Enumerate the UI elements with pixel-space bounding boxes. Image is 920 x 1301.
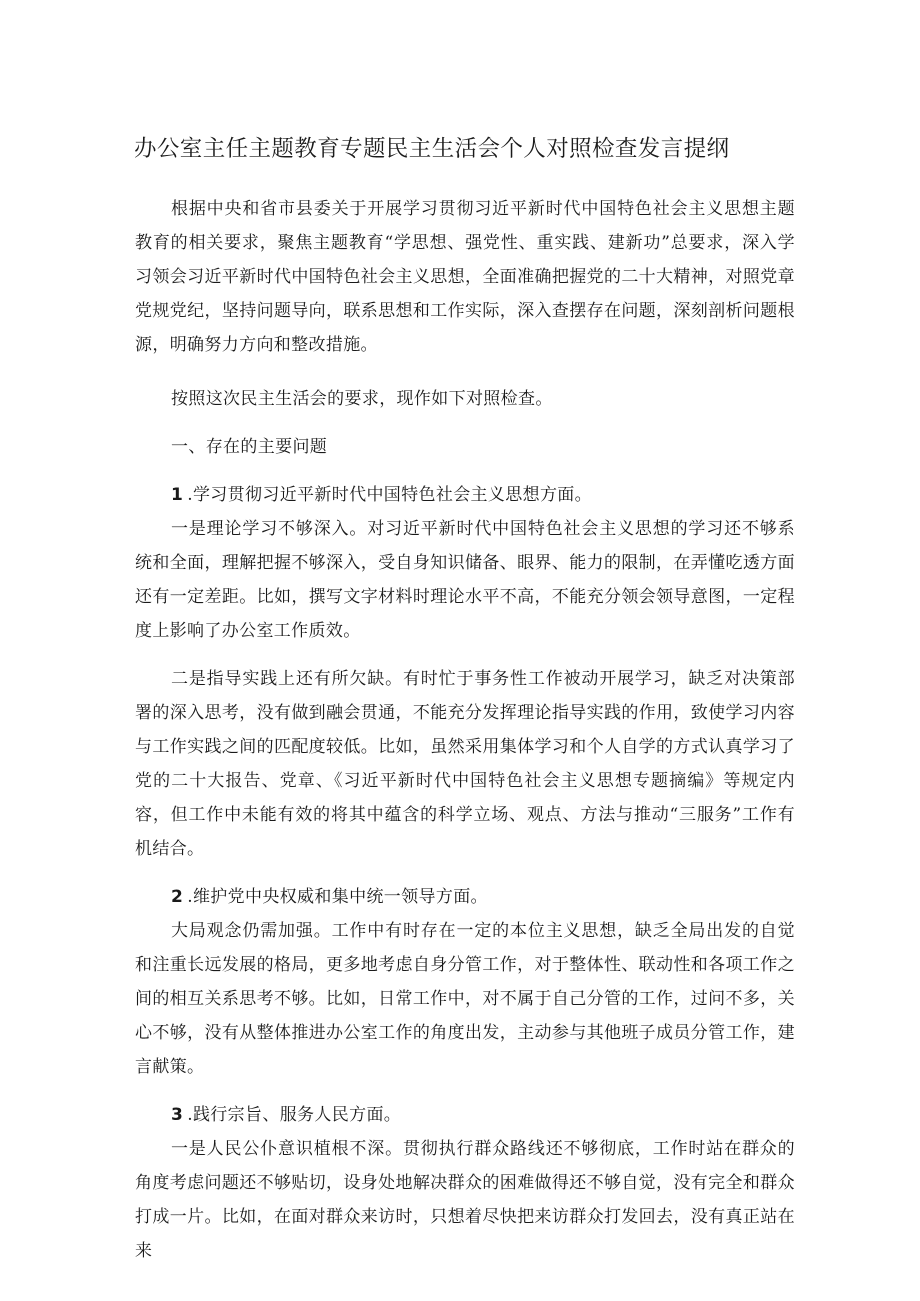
item2-paragraph-1: 大局观念仍需加强。工作中有时存在一定的本位主义思想，缺乏全局出发的自觉和注重长远发展的格局，更多地考虑自身分管工作，对于整体性、联动性和各项工作之间的相互关系思考不够。比如，日常工作中，对不属于自己分管的工作，过问不多，关心不够，没有从整体推进办公室工作的角度出发，主动参与其他班子成员分管工作，建言献策。 <box>135 921 795 1077</box>
item3-paragraph-1: 一是人民公仆意识植根不深。贯彻执行群众路线还不够彻底，工作时站在群众的角度考虑问题还不够贴切，设身处地解决群众的困难做得还不够自觉，没有完全和群众打成一片。比如，在面对群众来访时，只想着尽快把来访群众打发回去，没有真正站在来 <box>135 1139 795 1261</box>
item-number-1: 1 <box>171 485 184 505</box>
item-heading-1 <box>135 478 795 512</box>
item-heading-2 <box>135 880 795 914</box>
item-heading-3 <box>135 1098 795 1132</box>
intro-paragraph: 根据中央和省市县委关于开展学习贯彻习近平新时代中国特色社会主义思想主题教育的相关要求，聚焦主题教育“学思想、强党性、重实践、建新功”总要求，深入学习领会习近平新时代中国特色社会主义思想，全面准确把握党的二十大精神，对照党章党规党纪，坚持问题导向，联系思想和工作实际，深入查摆存在问题，深刻剖析问题根源，明确努力方向和整改措施。 <box>135 199 795 355</box>
document-title: 办公室主任主题教育专题民主生活会个人对照检查发言提纲 <box>134 136 730 162</box>
item-heading-text-1: .学习贯彻习近平新时代中国特色社会主义思想方面。 <box>187 485 592 505</box>
item-number-2: 2 <box>171 887 184 907</box>
section-heading: 一、存在的主要问题 <box>171 437 328 457</box>
item1-paragraph-2: 二是指导实践上还有所欠缺。有时忙于事务性工作被动开展学习，缺乏对决策部署的深入思考，没有做到融会贯通，不能充分发挥理论指导实践的作用，致使学习内容与工作实践之间的匹配度较低。比如，虽然采用集体学习和个人自学的方式认真学习了党的二十大报告、党章、《习近平新时代中国特色社会主义思想专题摘编》等规定内容，但工作中未能有效的将其中蕴含的科学立场、观点、方法与推动“三服务”工作有机结合。 <box>135 669 795 859</box>
lead-paragraph: 按照这次民主生活会的要求，现作如下对照检查。 <box>171 389 553 409</box>
document-body <box>135 192 795 1268</box>
item-number-3: 3 <box>171 1105 184 1125</box>
item1-paragraph-1: 一是理论学习不够深入。对习近平新时代中国特色社会主义思想的学习还不够系统和全面，理解把握不够深入，受自身知识储备、眼界、能力的限制，在弄懂吃透方面还有一定差距。比如，撰写文字材料时理论水平不高，不能充分领会领导意图，一定程度上影响了办公室工作质效。 <box>135 519 795 641</box>
item-heading-text-2: .维护党中央权威和集中统一领导方面。 <box>187 887 488 907</box>
item-heading-text-3: .践行宗旨、服务人民方面。 <box>187 1105 402 1125</box>
